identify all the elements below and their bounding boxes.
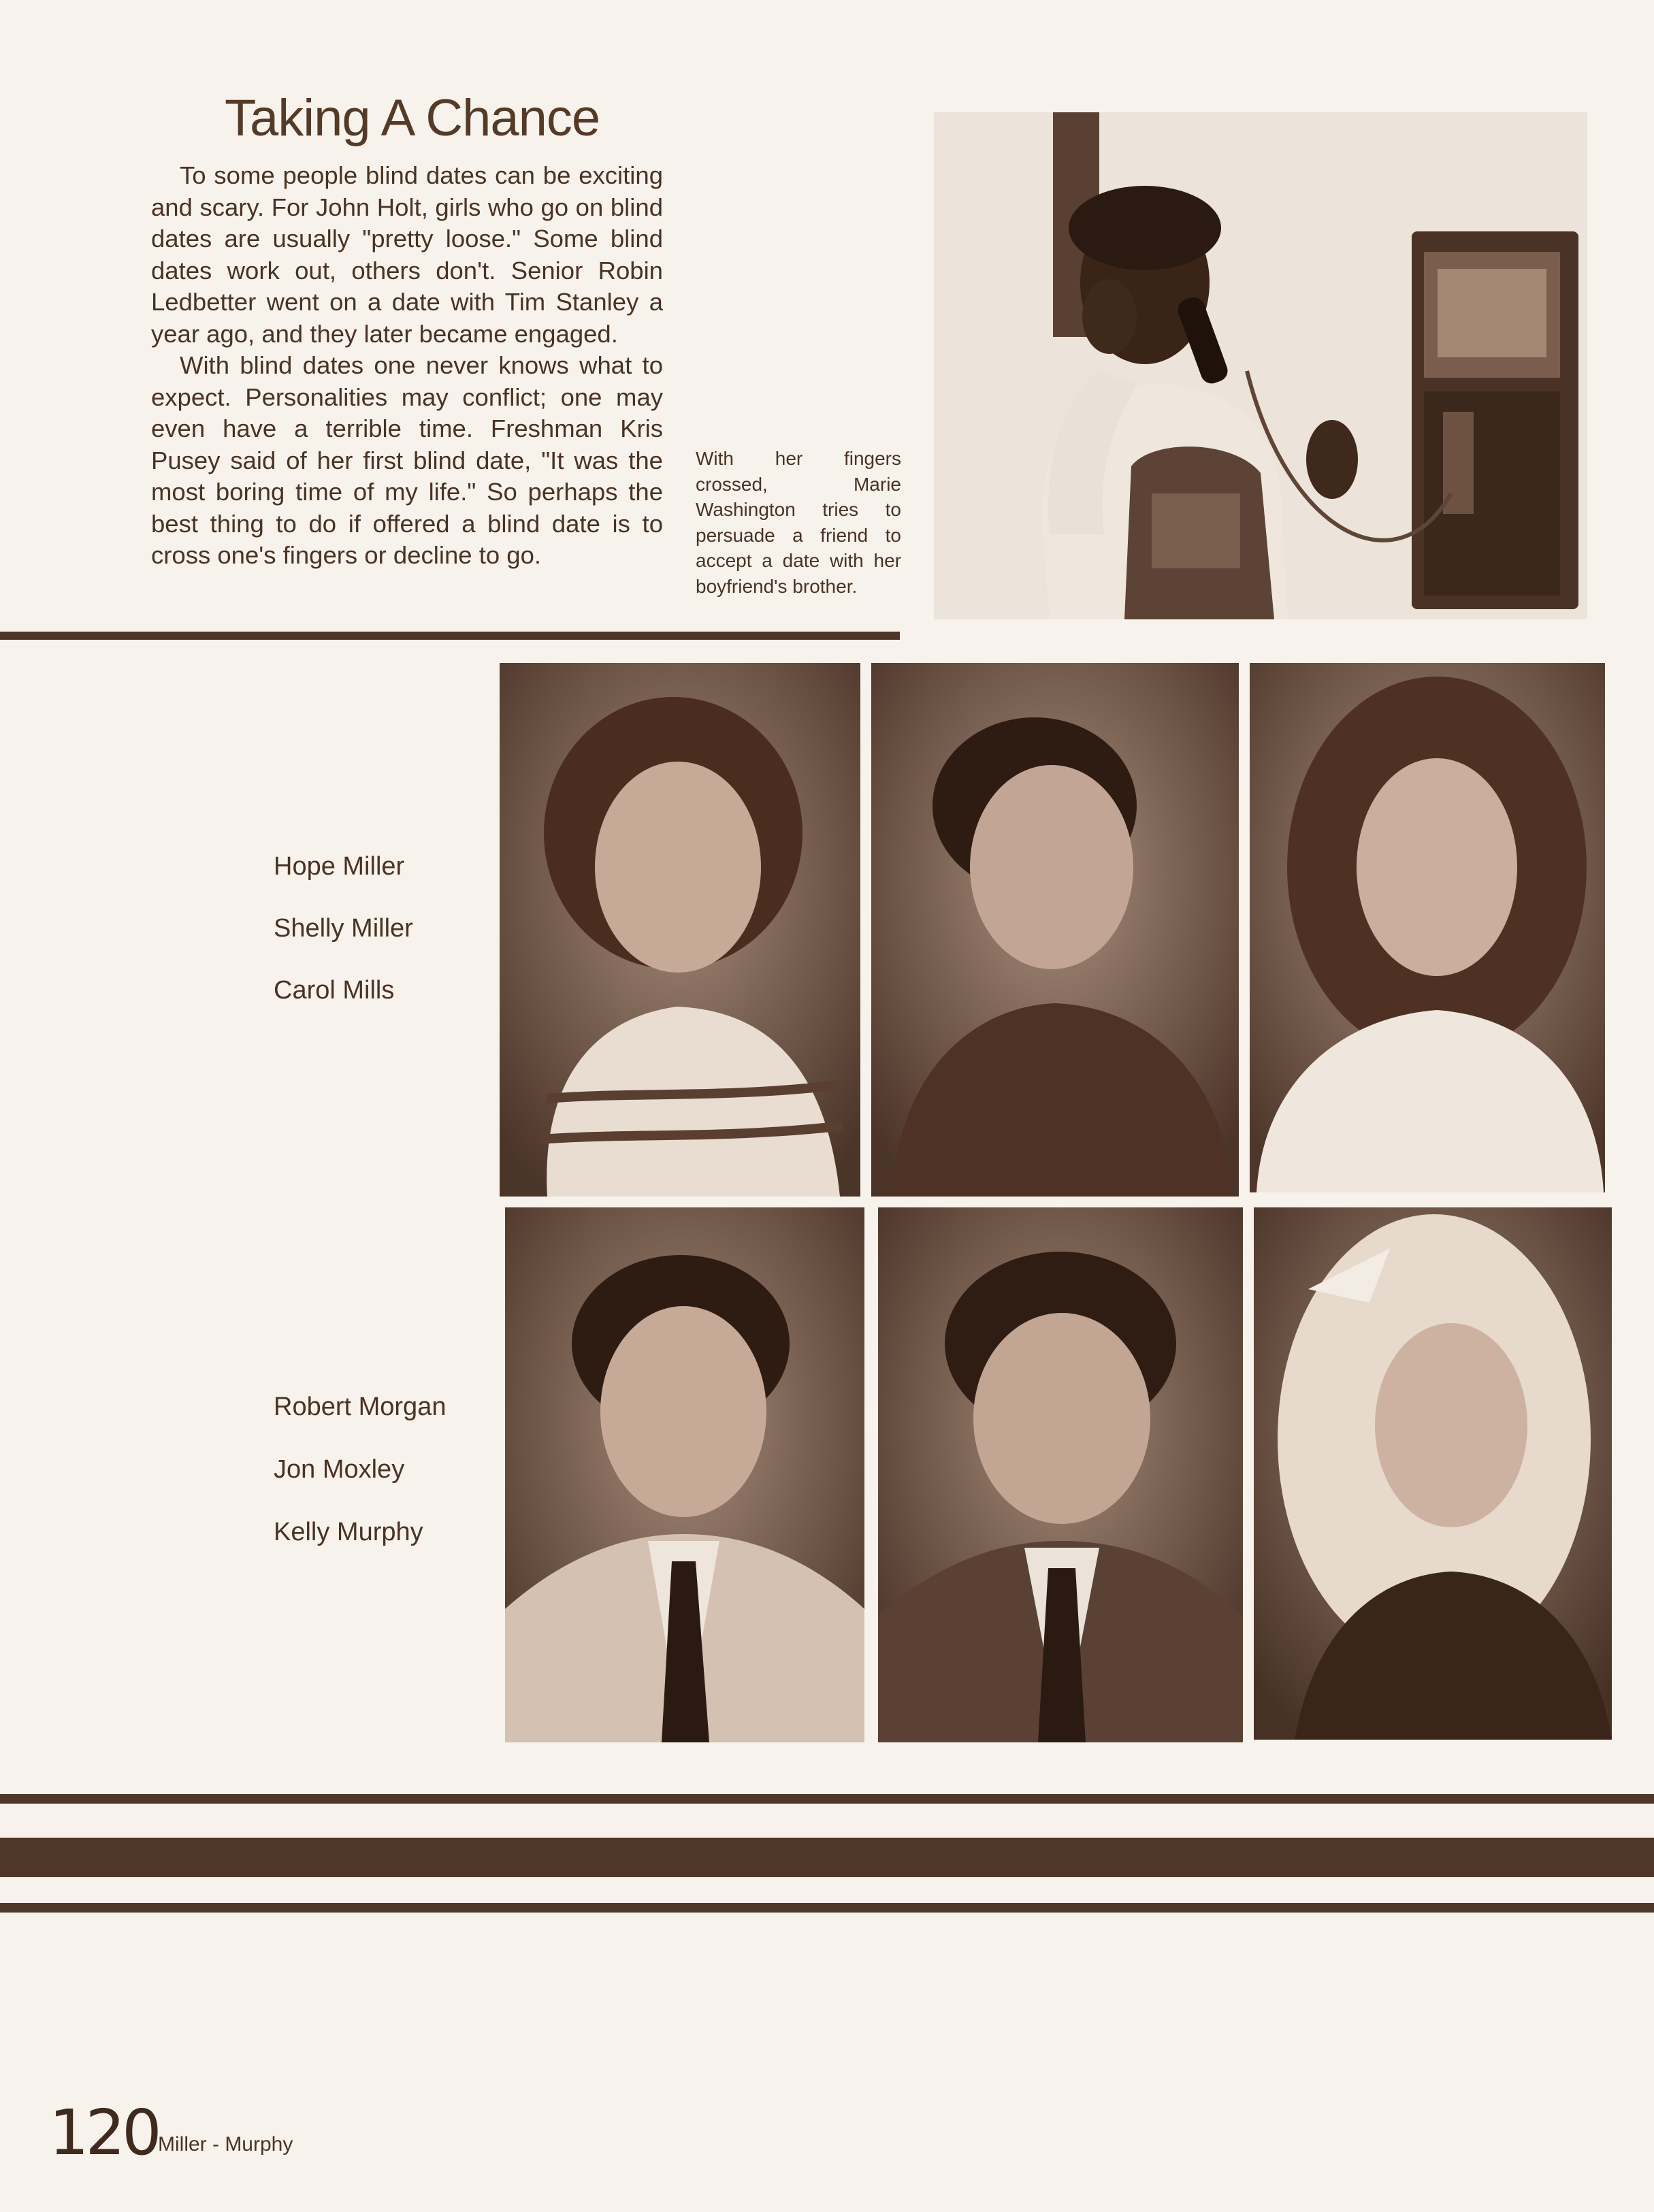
decorative-rule-middle (0, 1838, 1654, 1877)
portrait-name: Hope Miller (274, 852, 405, 881)
portrait-name: Carol Mills (274, 976, 395, 1005)
portrait-photo (500, 663, 860, 1197)
portrait-photo (878, 1207, 1243, 1742)
section-label: Miller - Murphy (158, 2133, 293, 2156)
portrait-photo (1254, 1207, 1612, 1740)
article-paragraph-1: To some people blind dates can be exciting and scary. For John Holt, girls who go on blind dates are usually "pretty loose." Some blind dates work out, others don't. Senior Robin Ledbetter went on a date with Tim Stanley a year ago, and they later became engaged. (151, 161, 663, 348)
portrait-name: Kelly Murphy (274, 1518, 423, 1546)
article-divider (0, 632, 900, 640)
photo-caption: With her fingers crossed, Marie Washington tries to persuade a friend to accept a date with her boyfriend's brother. (696, 448, 901, 597)
portrait-name: Shelly Miller (274, 914, 413, 943)
page-number: 120 (49, 2096, 159, 2169)
decorative-rule-bottom (0, 1903, 1654, 1913)
article-body (151, 160, 663, 572)
article-paragraph-2: With blind dates one never knows what to expect. Personalities may conflict; one may even have a terrible time. Freshman Kris Pusey said of her first blind date, "It was the most boring time of my life." So perhaps the best thing to do if offered a blind date is to cross one's fingers or decline to go. (151, 351, 663, 569)
decorative-rule-top (0, 1794, 1654, 1804)
portrait-photo (1250, 663, 1605, 1192)
portrait-photo (871, 663, 1239, 1197)
portrait-photo (505, 1207, 864, 1742)
article-title: Taking A Chance (225, 89, 600, 147)
portrait-name: Robert Morgan (274, 1393, 447, 1421)
candid-photo-payphone (934, 112, 1587, 619)
portrait-name: Jon Moxley (274, 1455, 405, 1484)
